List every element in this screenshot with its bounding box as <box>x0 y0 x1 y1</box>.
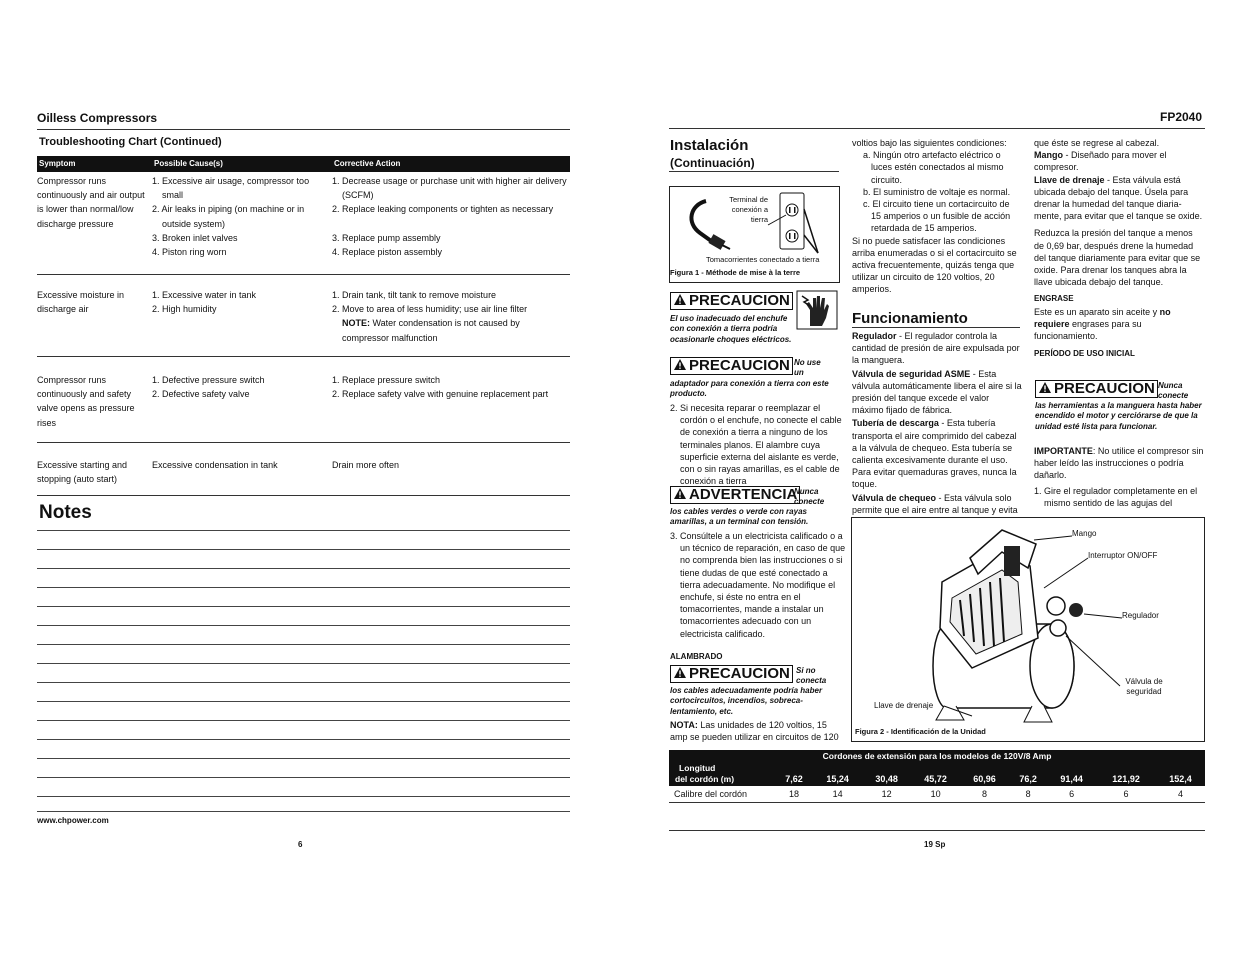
install-subtitle: (Continuación) <box>670 156 755 170</box>
notes-line <box>37 701 570 702</box>
table-cell: 30,48 <box>875 774 898 784</box>
precaution-label: PRECAUCION <box>670 665 793 683</box>
periodo-title: PERÍODO DE USO INICIAL <box>1034 349 1135 359</box>
notes-line <box>37 758 570 759</box>
notes-line <box>37 530 570 531</box>
list-item: a. Ningún otro artefacto eléctrico o luces estén conectados al mismo circuito. <box>863 150 1004 185</box>
precaution-label: PRECAUCION <box>1035 380 1158 398</box>
list-item: 1. Drain tank, tilt tank to remove moisture <box>332 290 497 300</box>
warning-text: los cables adecuadamente podría haber cortocircuitos, incendios, sobreca-lentamiento, etc. <box>670 686 823 716</box>
row-divider <box>37 442 570 443</box>
warning-triangle-icon <box>673 293 687 306</box>
warning-triangle-icon <box>673 358 687 371</box>
notes-line <box>37 587 570 588</box>
list-item: 3. Replace pump assembly <box>332 232 441 243</box>
footer-url: www.chpower.com <box>37 816 109 825</box>
fig1-label-terminal: Terminal de conexión a tierra <box>729 195 768 224</box>
header-model: FP2040 <box>1160 110 1203 124</box>
table-row-actions <box>332 174 568 259</box>
table-row-actions: Drain more often <box>332 460 400 470</box>
fig2-label-mango: Mango <box>1072 529 1097 538</box>
notes-line <box>37 796 570 797</box>
row-divider <box>37 356 570 357</box>
col3-cont: que éste se regrese al cabezal. <box>1034 138 1160 148</box>
table-cell: 18 <box>789 789 800 799</box>
list-item: 3. Broken inlet valves <box>152 232 238 243</box>
notes-line <box>37 682 570 683</box>
col-header-action: Corrective Action <box>334 159 401 168</box>
list-item: 2. Replace safety valve with genuine replacement part <box>332 389 549 400</box>
func-item: Válvula de seguridad ASME - Esta válvula automáticamente libera el aire si la presión del tanque excede el valor máximo fijado de fábrica. <box>852 368 1022 416</box>
conditions-block <box>852 137 1022 296</box>
list-item: b. El suministro de voltaje es normal. <box>863 186 1011 197</box>
alambrado-title: ALAMBRADO <box>670 652 723 661</box>
table-cell: 152,4 <box>1169 774 1192 784</box>
table-row-actions <box>332 373 568 401</box>
advertencia-label: ADVERTENCIA <box>670 486 800 504</box>
table-row-causes: Excessive condensation in tank <box>152 460 278 470</box>
list-item: 4. Replace piston assembly <box>332 246 443 257</box>
conditions-paragraph: Si no puede satisfacer las condiciones arriba enumeradas o si el cortacircuito se activa frecuentemente, quizás tenga que utilizar un circuito de 120 voltios, 20 amperios. <box>852 235 1017 295</box>
install-item-2: 2. Si necesita reparar o reemplazar el cordón o el enchufe, no conecte el cable de conexión a tierra a ninguno de los terminales planos. El alambre cuya superficie externa del aislante es verde, con o sin rayas amarillas, es el cable de conexión a tierra <box>670 403 842 487</box>
notes-line <box>37 549 570 550</box>
table-row-label: Longitud del cordón (m) <box>675 763 735 784</box>
header-rule <box>37 129 570 130</box>
table-row-causes <box>152 373 322 401</box>
title-rule <box>669 171 839 172</box>
table-cell: 8 <box>1025 789 1031 799</box>
importante-block <box>1034 445 1204 509</box>
warning-text: las herramientas a la manguera hasta haber encendido el motor y cerciórarse de que la unidad esté lista para funcionar. <box>1035 401 1202 431</box>
fig2-label-switch: Interruptor ON/OFF <box>1088 551 1158 560</box>
func-item: Válvula de chequeo - Esta válvula solo permite que el aire entre al tanque y evita <box>852 492 1018 515</box>
conditions-intro: voltios bajo las siguientes condiciones: <box>852 138 1007 148</box>
col-header-symptom: Symptom <box>39 159 76 168</box>
list-item: 2. High humidity <box>152 304 217 315</box>
figure-2 <box>851 517 1205 742</box>
header-title: Oilless Compressors <box>37 111 158 125</box>
warning-text: El uso inadecuado del enchufe con conexión a tierra podría ocasionarle choques eléctricos. <box>670 314 792 344</box>
title-rule <box>852 327 1020 328</box>
notes-line <box>37 625 570 626</box>
warning-text: adaptador para conexión a tierra con este producto. <box>670 379 829 399</box>
figure-1 <box>669 186 840 283</box>
func-item: Tubería de descarga - Esta tubería transporta el aire comprimido del cabezal a la válvula de chequeo. Esta tubería se calienta excesivamente durante el uso. Para evitar quemaduras graves, nunca la toque. <box>852 418 1017 490</box>
table-cell: 8 <box>982 789 988 799</box>
col3-block <box>1034 137 1204 360</box>
notes-line <box>37 663 570 664</box>
warning-lead: Si no conecta <box>796 666 827 686</box>
table-row-causes <box>152 174 322 259</box>
table-cell: 91,44 <box>1060 774 1083 784</box>
table-row-symptom: Excessive starting and stopping (auto start) <box>37 460 128 485</box>
fig1-label-outlet: Tomacorrientes conectado a tierra <box>706 255 820 264</box>
note-text: NOTE: Water condensation is not caused by compressor malfunction <box>342 318 520 343</box>
precaution-label: PRECAUCION <box>670 292 793 310</box>
electric-shock-hand-icon <box>796 290 838 330</box>
table-cell: 4 <box>1177 789 1183 799</box>
importante-text: IMPORTANTE: No utilice el compresor sin haber leído las instrucciones o podría dañarlo. <box>1034 446 1204 481</box>
func-item: Regulador - El regulador controla la cantidad de presión de aire expulsada por la manguera. <box>852 331 1020 366</box>
list-item: c. El circuito tiene un cortacircuito de 15 amperios o un fusible de acción retardada de 15 amperios. <box>863 199 1011 234</box>
notes-line <box>37 777 570 778</box>
col3-item: Mango - Diseñado para mover el compresor. <box>1034 150 1167 173</box>
engrase-title: ENGRASE <box>1034 294 1074 304</box>
notes-line <box>37 568 570 569</box>
troubleshooting-table-header <box>37 156 570 172</box>
table-cell: 12 <box>881 789 892 799</box>
table-cell: 45,72 <box>924 774 947 784</box>
notes-title: Notes <box>39 502 92 523</box>
fig2-caption: Figura 2 - Identificación de la Unidad <box>855 727 986 736</box>
table-cell: 60,96 <box>973 774 996 784</box>
table-row-label: Calibre del cordón <box>674 789 748 799</box>
nota-paragraph: NOTA: Las unidades de 120 voltios, 15 amp se pueden utilizar en circuitos de 120 <box>670 720 839 743</box>
fig2-label-regulador: Regulador <box>1122 611 1159 620</box>
fig2-label-valvula: Válvula de seguridad <box>1125 677 1163 696</box>
fig2-label-llave: Llave de drenaje <box>874 701 934 710</box>
precaution-label: PRECAUCION <box>670 357 793 375</box>
header-rule <box>669 128 1205 129</box>
table-cell: 7,62 <box>785 774 803 784</box>
table-row-actions <box>332 288 568 345</box>
warning-lead: Nunca conecte <box>794 487 825 507</box>
list-item: 4. Piston ring worn <box>152 247 227 258</box>
table-cell: 15,24 <box>826 774 849 784</box>
funcionamiento-title: Funcionamiento <box>852 310 968 327</box>
warning-lead: No use un <box>794 358 821 378</box>
list-item: 2. Defective safety valve <box>152 389 250 400</box>
list-item: 1. Excessive water in tank <box>152 290 257 300</box>
warning-text: los cables verdes o verde con rayas amarillas, a un terminal con tensión. <box>670 507 809 527</box>
step-1: 1. Gire el regulador completamente en el mismo sentido de las agujas del <box>1034 485 1198 508</box>
notes-line <box>37 811 570 812</box>
notes-line <box>37 606 570 607</box>
row-divider <box>37 274 570 275</box>
page-number: 6 <box>298 840 303 849</box>
table-title: Cordones de extensión para los modelos de 120V/8 Amp <box>822 751 1052 761</box>
fig1-caption: Figura 1 - Méthode de mise à la terre <box>670 268 801 277</box>
table-row-symptom: Compressor runs continuously and air output is lower than normal/low discharge pressure <box>37 176 145 229</box>
page-number: 19 Sp <box>924 840 946 849</box>
table-cell: 14 <box>832 789 843 799</box>
engrase-text: Este es un aparato sin aceite y no requiere engrases para su funcionamiento. <box>1034 306 1171 342</box>
table-row-symptom: Compressor runs continuously and safety valve opens as pressure rises <box>37 375 135 428</box>
table-row-symptom: Excessive moisture in discharge air <box>37 290 125 315</box>
list-item: 2. Move to area of less humidity; use air line filter <box>332 304 528 315</box>
warning-lead: Nunca conecte <box>1158 381 1189 401</box>
table-cell: 121,92 <box>1112 774 1140 784</box>
section-title: Troubleshooting Chart (Continued) <box>39 136 222 148</box>
notes-line <box>37 644 570 645</box>
list-item: 2. Air leaks in piping (on machine or in outside system) <box>152 204 305 229</box>
footer-rule <box>669 830 1205 831</box>
warning-triangle-icon <box>1038 381 1052 394</box>
extension-cord-table <box>669 750 1205 803</box>
list-item: 1. Defective pressure switch <box>152 375 265 385</box>
install-item-3: 3. Consúltele a un electricista calificado o a un técnico de reparación, en caso de que no comprenda bien las instrucciones o si tiene dudas de que esté conectado a tierra adecuadamente. No modifique el enchufe, si éste no entra en el tomacorrientes, mande a instalar un tomacorrientes adecuado con un electricista calificado. <box>670 531 846 639</box>
col-header-causes: Possible Cause(s) <box>154 159 223 168</box>
list-item: 1. Replace pressure switch <box>332 375 441 385</box>
list-item: 2. Replace leaking components or tighten as necessary <box>332 204 554 215</box>
funcionamiento-block <box>852 330 1022 516</box>
table-cell: 10 <box>930 789 941 799</box>
row-divider <box>37 495 570 496</box>
list-item: 1. Decrease usage or purchase unit with higher air delivery (SCFM) <box>332 176 567 201</box>
warning-triangle-icon <box>673 487 687 500</box>
table-row-causes <box>152 288 322 316</box>
notes-line <box>37 739 570 740</box>
warning-triangle-icon <box>673 666 687 679</box>
col3-item: Llave de drenaje - Esta válvula está ubicada debajo del tanque. Úsela para drenar la humedad del tanque diaria-mente, para evitar que el tanque se oxide. <box>1034 174 1203 222</box>
table-cell: 6 <box>1123 789 1129 799</box>
table-cell: 6 <box>1069 789 1075 799</box>
install-title: Instalación <box>670 137 749 154</box>
list-item: 1. Excessive air usage, compressor too small <box>152 176 310 201</box>
table-cell: 76,2 <box>1019 774 1037 784</box>
notes-line <box>37 720 570 721</box>
col3-para: Reduzca la presión del tanque a menos de 0,69 bar, después drene la humedad del tanque diariamente para evitar que se oxide. Para drenar los tanques abra la llave ubicada debajo del tanque. <box>1034 228 1201 288</box>
